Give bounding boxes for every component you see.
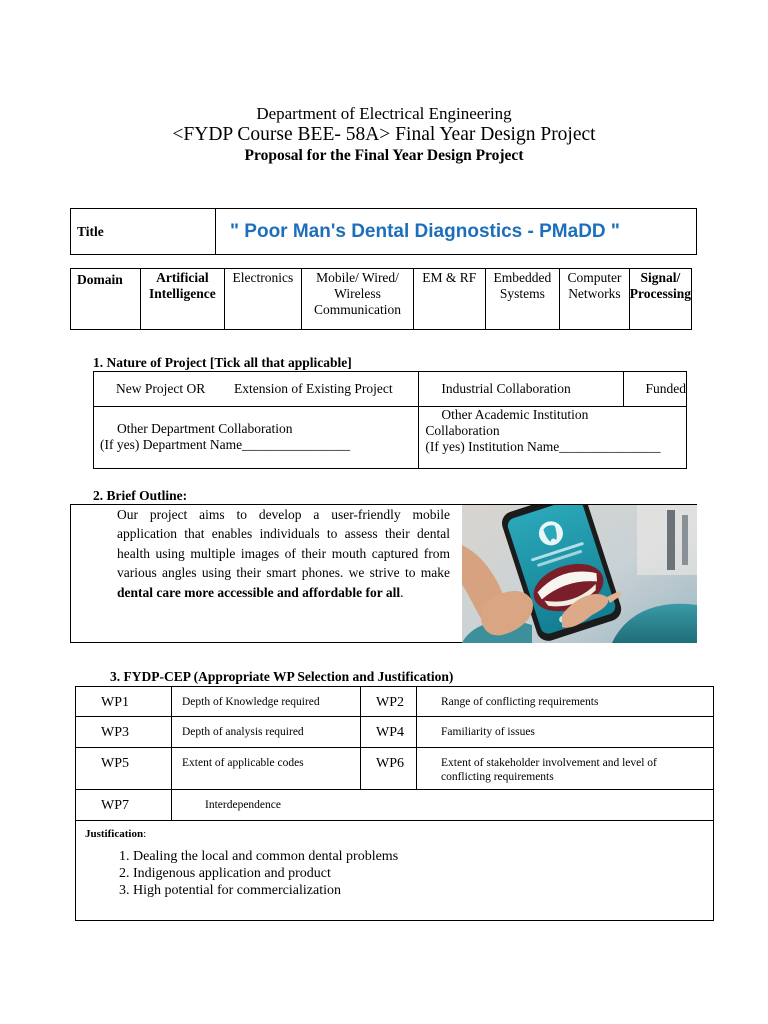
wp4-code: WP4 [361, 717, 417, 748]
outline-bold-phrase: dental care more accessible and affordable for all [117, 584, 401, 600]
wp1-code: WP1 [76, 687, 172, 717]
wp4-desc[interactable]: Familiarity of issues [417, 717, 714, 748]
wp1-desc[interactable]: Depth of Knowledge required [172, 687, 361, 717]
proposal-heading: Proposal for the Final Year Design Project [244, 147, 524, 164]
domain-signal: Signal/ Processing [629, 269, 691, 330]
wp5-desc[interactable]: Extent of applicable codes [172, 748, 361, 790]
justification-item: 3. High potential for commercialization [133, 882, 713, 899]
wp5-code: WP5 [76, 748, 172, 790]
project-title: " Poor Man's Dental Diagnostics - PMaDD " [216, 209, 697, 255]
justification-item: 2. Indigenous application and product [133, 865, 713, 882]
nature-heading: 1. Nature of Project [Tick all that applicable] [93, 355, 352, 370]
wp7-desc[interactable]: Interdependence [172, 790, 714, 821]
dental-app-photo [462, 505, 697, 643]
wp6-desc[interactable]: Extent of stakeholder involvement and level of conflicting requirements [417, 748, 714, 790]
outline-text: Our project aims to develop a user-friendly mobile application that enables individuals to assess their dental health using multiple images of their mouth captured from various angles using their smart phones. we strive to make dental care more accessible and affordable for all. [117, 507, 450, 600]
domain-embedded: Embedded Systems [485, 269, 559, 330]
domain-networks: Computer Networks [560, 269, 630, 330]
nature-table [93, 371, 687, 469]
domain-electronics: Electronics [224, 269, 301, 330]
other-dept-option[interactable]: Other Department Collaboration [117, 421, 293, 436]
wp6-code: WP6 [361, 748, 417, 790]
funded-option[interactable]: Funded [623, 372, 687, 407]
wp-heading: 3. FYDP-CEP (Appropriate WP Selection and Justification) [110, 669, 454, 684]
extension-option[interactable]: Extension of Existing Project [233, 381, 393, 396]
outline-heading: 2. Brief Outline: [93, 488, 188, 503]
wp7-code: WP7 [76, 790, 172, 821]
wp2-desc[interactable]: Range of conflicting requirements [417, 687, 714, 717]
domain-table [70, 268, 692, 330]
institution-name-field[interactable]: (If yes) Institution Name_______________ [425, 439, 661, 454]
title-label: Title [71, 209, 216, 255]
title-table [70, 208, 697, 255]
domain-ai: Artificial Intelligence [141, 269, 224, 330]
wp2-code: WP2 [361, 687, 417, 717]
wp3-code: WP3 [76, 717, 172, 748]
other-academic-cell [419, 407, 687, 469]
domain-em-rf: EM & RF [413, 269, 485, 330]
wp3-desc[interactable]: Depth of analysis required [172, 717, 361, 748]
nature-new-extension [94, 372, 419, 407]
justification-cell: Justification: 1. Dealing the local and common dental problems 2. Indigenous application and product 3. High potential for commercialization [76, 821, 714, 921]
dept-name-field[interactable]: (If yes) Department Name________________ [100, 437, 351, 452]
course-heading: <FYDP Course BEE- 58A> Final Year Design Project [172, 124, 596, 145]
other-academic-option[interactable]: Other Academic Institution Collaboration [425, 407, 589, 438]
department-heading: Department of Electrical Engineering [256, 104, 512, 123]
domain-label: Domain [71, 269, 141, 330]
other-dept-cell [94, 407, 419, 469]
domain-communication: Mobile/ Wired/ Wireless Communication [302, 269, 414, 330]
industrial-option[interactable]: Industrial Collaboration [419, 372, 623, 407]
justification-item: 1. Dealing the local and common dental problems [133, 848, 713, 865]
new-project-option[interactable]: New Project OR [116, 381, 206, 396]
justification-label: Justification [85, 828, 144, 840]
dental-app-illustration [462, 505, 697, 643]
wp-table [75, 686, 714, 921]
justification-list [85, 848, 713, 899]
